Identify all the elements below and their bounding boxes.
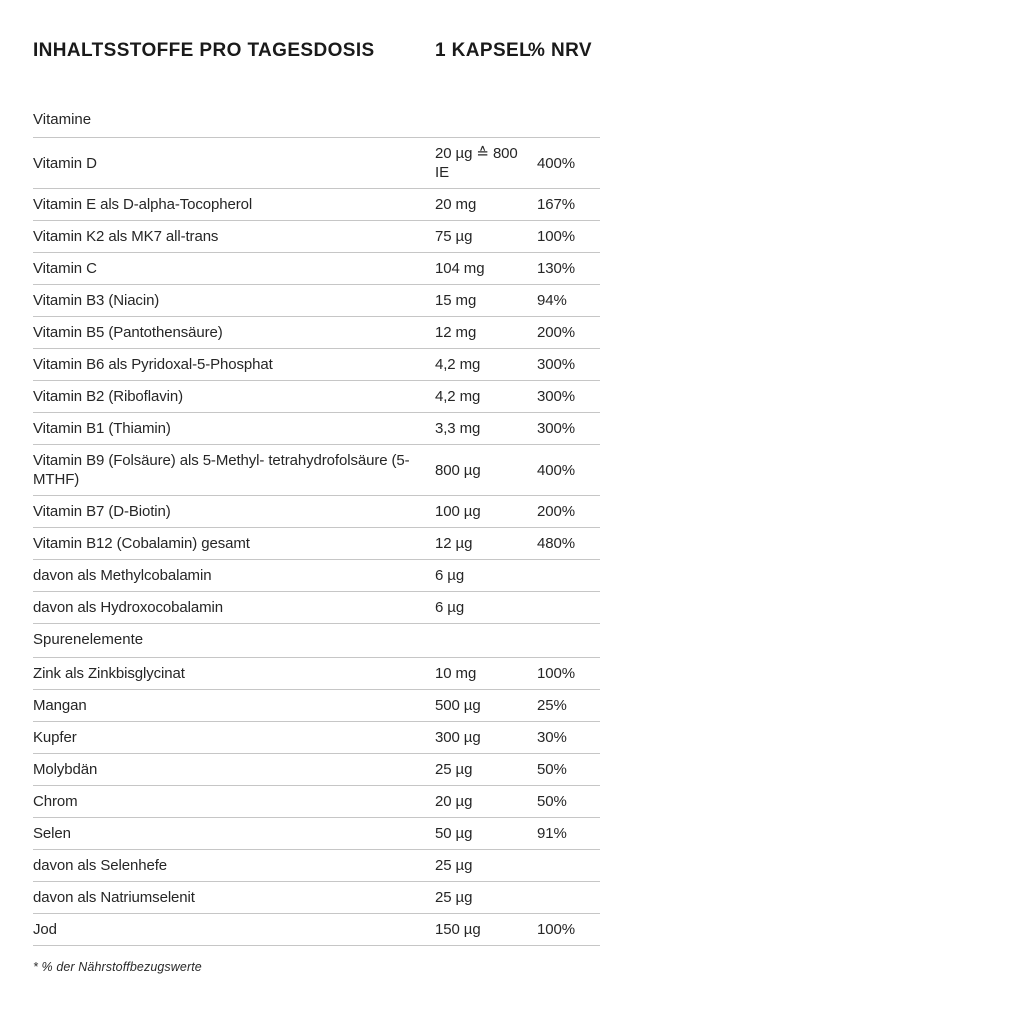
table-row — [33, 496, 600, 528]
row-name: Vitamin B1 (Thiamin) — [33, 420, 171, 437]
row-name: Selen — [33, 825, 71, 842]
table-row — [33, 253, 600, 285]
row-amount: 4,2 mg — [435, 356, 481, 373]
section-label-vitamine: Vitamine — [33, 104, 600, 138]
nutrition-table — [33, 40, 600, 974]
row-nrv: 300% — [537, 420, 575, 437]
row-nrv: 100% — [537, 921, 575, 938]
footnote: * % der Nährstoffbezugswerte — [33, 960, 202, 974]
row-name: Vitamin E als D-alpha-Tocopherol — [33, 196, 253, 213]
row-nrv: 400% — [537, 461, 575, 479]
table-row — [33, 882, 600, 914]
row-name: Chrom — [33, 793, 78, 810]
row-nrv: 480% — [537, 535, 575, 552]
table-row — [33, 189, 600, 221]
section-label-spurenelemente: Spurenelemente — [33, 624, 600, 658]
row-name: Mangan — [33, 697, 87, 714]
row-name: Vitamin B3 (Niacin) — [33, 292, 160, 309]
row-nrv: 130% — [537, 260, 575, 277]
row-nrv: 167% — [537, 196, 575, 213]
row-nrv: 300% — [537, 388, 575, 405]
table-row — [33, 413, 600, 445]
table-header — [33, 40, 600, 62]
table-row — [33, 381, 600, 413]
row-amount: 75 µg — [435, 228, 473, 245]
row-amount: 10 mg — [435, 665, 477, 682]
row-amount: 12 µg — [435, 535, 473, 552]
row-amount: 15 mg — [435, 292, 477, 309]
row-nrv: 50% — [537, 761, 567, 778]
table-row — [33, 221, 600, 253]
row-amount: 20 mg — [435, 196, 477, 213]
row-name: davon als Hydroxocobalamin — [33, 599, 224, 616]
row-name: Vitamin C — [33, 260, 97, 277]
row-name: Zink als Zinkbisglycinat — [33, 665, 185, 682]
row-name: Jod — [33, 921, 57, 938]
row-amount: 104 mg — [435, 260, 485, 277]
row-name: Vitamin K2 als MK7 all-trans — [33, 228, 219, 245]
table-row — [33, 592, 600, 624]
row-amount: 6 µg — [435, 599, 465, 616]
row-name: Kupfer — [33, 729, 77, 746]
row-nrv: 50% — [537, 793, 567, 810]
row-amount: 50 µg — [435, 825, 473, 842]
row-nrv: 25% — [537, 697, 567, 714]
row-nrv: 30% — [537, 729, 567, 746]
row-amount: 300 µg — [435, 729, 481, 746]
row-name: Vitamin D — [33, 154, 97, 172]
row-name: Vitamin B12 (Cobalamin) gesamt — [33, 535, 250, 552]
table-row — [33, 138, 600, 189]
table-row — [33, 528, 600, 560]
row-amount: 800 µg — [435, 461, 481, 479]
column-header-nrv: % NRV — [528, 40, 592, 61]
row-amount: 25 µg — [435, 761, 473, 778]
row-amount: 500 µg — [435, 697, 481, 714]
table-row — [33, 285, 600, 317]
table-row — [33, 445, 600, 496]
row-name: Vitamin B7 (D-Biotin) — [33, 503, 171, 520]
row-nrv: 200% — [537, 324, 575, 341]
row-nrv: 300% — [537, 356, 575, 373]
row-nrv: 100% — [537, 665, 575, 682]
row-name: Vitamin B9 (Folsäure) als 5-Methyl- tetrahydrofolsäure (5-MTHF) — [33, 452, 410, 488]
row-name: davon als Natriumselenit — [33, 889, 195, 906]
table-row — [33, 850, 600, 882]
table-row — [33, 658, 600, 690]
row-name: davon als Methylcobalamin — [33, 567, 212, 584]
row-name: Molybdän — [33, 761, 98, 778]
row-amount: 100 µg — [435, 503, 481, 520]
table-row — [33, 317, 600, 349]
table-row — [33, 722, 600, 754]
row-nrv: 400% — [537, 154, 575, 172]
table-row — [33, 818, 600, 850]
column-header-amount: 1 KAPSEL — [435, 40, 532, 61]
row-amount: 20 µg — [435, 793, 473, 810]
row-nrv: 200% — [537, 503, 575, 520]
row-amount: 12 mg — [435, 324, 477, 341]
row-nrv: 100% — [537, 228, 575, 245]
row-amount: 3,3 mg — [435, 420, 481, 437]
row-name: davon als Selenhefe — [33, 857, 168, 874]
table-row — [33, 786, 600, 818]
row-amount: 4,2 mg — [435, 388, 481, 405]
page-title: INHALTSSTOFFE PRO TAGESDOSIS — [33, 40, 375, 61]
row-name: Vitamin B5 (Pantothensäure) — [33, 324, 223, 341]
table-row — [33, 690, 600, 722]
row-amount: 150 µg — [435, 921, 481, 938]
row-nrv: 91% — [537, 825, 567, 842]
row-name: Vitamin B2 (Riboflavin) — [33, 388, 183, 405]
table-row — [33, 560, 600, 592]
table-row — [33, 754, 600, 786]
row-amount: 20 µg ≙ 800 IE — [435, 145, 518, 181]
row-amount: 6 µg — [435, 567, 465, 584]
table-row — [33, 914, 600, 946]
row-nrv: 94% — [537, 292, 567, 309]
row-amount: 25 µg — [435, 857, 473, 874]
row-name: Vitamin B6 als Pyridoxal-5-Phosphat — [33, 356, 273, 373]
row-amount: 25 µg — [435, 889, 473, 906]
table-row — [33, 349, 600, 381]
